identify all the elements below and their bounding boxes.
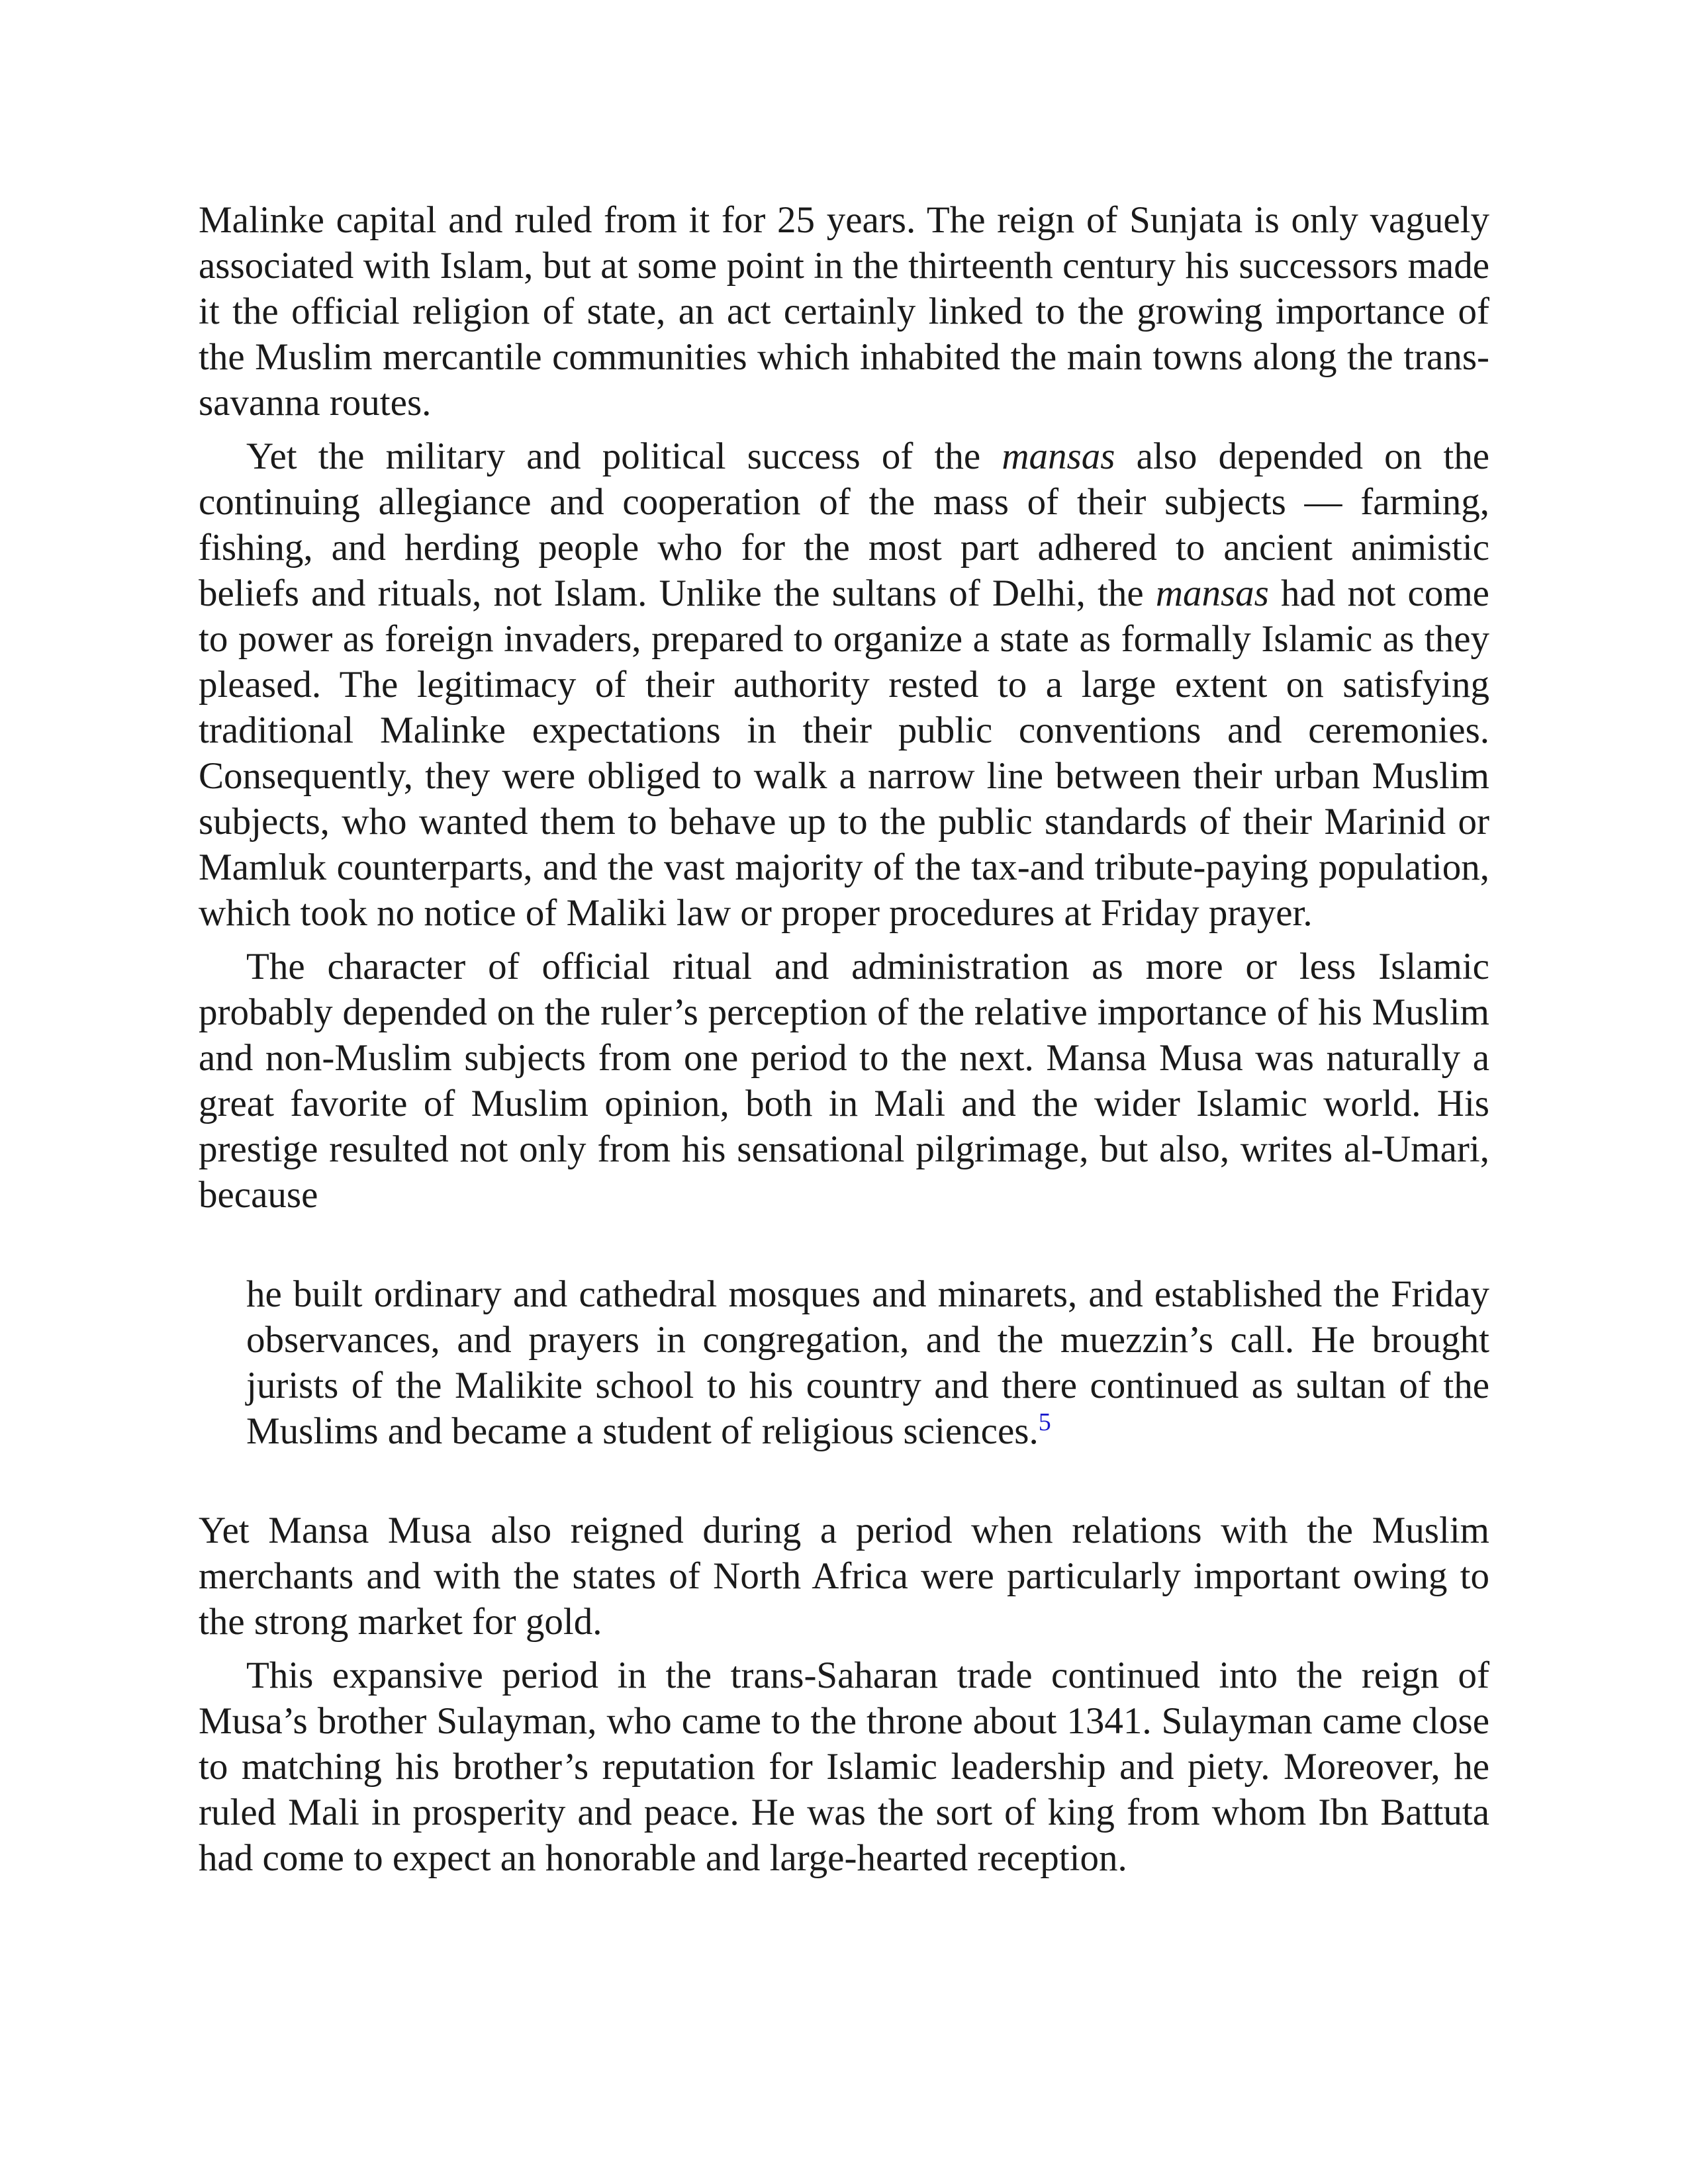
mansas-italic-1: mansas (1002, 435, 1115, 477)
paragraph-2 (199, 433, 1489, 936)
paragraph-2-text-b: also depended on the continuing allegiance and cooperation of the mass of their subjects — farming, fishing, and herding people who for the most part adhered to ancient animistic beliefs and rituals, not Islam. Unlike the sultans of Delhi, the (199, 435, 1489, 614)
block-quote-text: he built ordinary and cathedral mosques and minarets, and established the Friday observances, and prayers in congregation, and the muezzin’s call. He brought jurists of the Malikite school to his country and there continued as sultan of the Muslims and became a student of religious sciences. (246, 1273, 1489, 1452)
mansas-italic-2: mansas (1155, 572, 1269, 614)
paragraph-2-text-c: had not come to power as foreign invaders, prepared to organize a state as formally Islamic as they pleased. The legitimacy of their authority rested to a large extent on satisfying traditional Malinke expectations in their public conventions and ceremonies. Consequently, they were obliged to walk a narrow line between their urban Muslim subjects, who wanted them to behave up to the public standards of their Marinid or Mamluk counterparts, and the vast majority of the tax-and tribute-paying population, which took no notice of Maliki law or proper procedures at Friday prayer. (199, 572, 1489, 934)
paragraph-3: The character of official ritual and administration as more or less Islamic probably depended on the ruler’s perception of the relative importance of his Muslim and non-Muslim subjects from one period to the next. Mansa Musa was naturally a great favorite of Muslim opinion, both in Mali and the wider Islamic world. His prestige resulted not only from his sensational pilgrimage, but also, writes al-Umari, because (199, 946, 1489, 1216)
paragraph-2-text-a: Yet the military and political success of the (246, 435, 1002, 477)
footnote-link[interactable]: 5 (1038, 1408, 1051, 1436)
page-body (199, 197, 1489, 1889)
paragraph-1: Malinke capital and ruled from it for 25 years. The reign of Sunjata is only vaguely associated with Islam, but at some point in the thirteenth century his successors made it the official religion of state, an act certainly linked to the growing importance of the Muslim mercantile communities which inhabited the main towns along the trans-savanna routes. (199, 199, 1489, 424)
paragraph-4: Yet Mansa Musa also reigned during a period when relations with the Muslim merchants and with the states of North Africa were particularly important owing to the strong market for gold. (199, 1510, 1489, 1643)
paragraph-5: This expansive period in the trans-Saharan trade continued into the reign of Musa’s brother Sulayman, who came to the throne about 1341. Sulayman came close to matching his brother’s reputation for Islamic leadership and piety. Moreover, he ruled Mali in prosperity and peace. He was the sort of king from whom Ibn Battuta had come to expect an honorable and large-hearted reception. (199, 1655, 1489, 1879)
block-quote (246, 1271, 1489, 1454)
